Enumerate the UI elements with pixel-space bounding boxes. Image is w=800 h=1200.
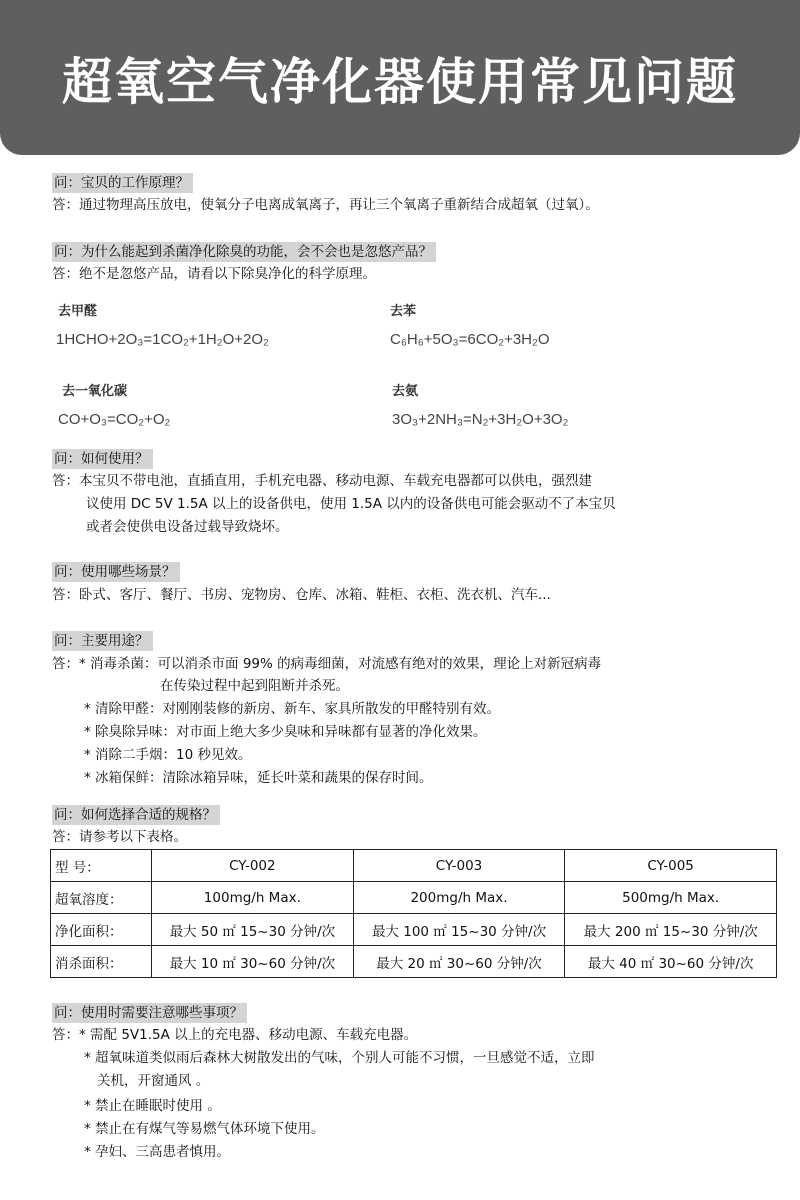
- formula-title-carbon-monoxide: 去一氧化碳: [62, 384, 128, 399]
- title-banner: [0, 0, 800, 155]
- table-cell: 型 号：: [51, 850, 152, 882]
- formula-ammonia: 3O₃+2NH₃=N₂+3H₂O+3O₂: [392, 411, 569, 428]
- precaution-bullet-sleep: * 禁止在睡眠时使用 。: [84, 1098, 221, 1114]
- table-cell: 100mg/h Max.: [152, 882, 354, 914]
- precaution-bullet-gas: * 禁止在有煤气等易燃气体环境下使用。: [84, 1121, 325, 1137]
- table-cell: 最大 200 ㎡ 15~30 分钟/次: [565, 914, 777, 946]
- answer-sterilization: 答：绝不是忽悠产品，请看以下除臭净化的科学原理。: [52, 266, 376, 282]
- table-cell: 500mg/h Max.: [565, 882, 777, 914]
- precaution-bullet-smell: * 超氧味道类似雨后森林大树散发出的气味，个别人可能不习惯，一旦感觉不适，立即: [84, 1050, 595, 1066]
- precaution-bullet-smell-cont: 关机，开窗通风 。: [97, 1073, 210, 1089]
- table-cell: 200mg/h Max.: [353, 882, 565, 914]
- table-cell: 最大 40 ㎡ 30~60 分钟/次: [565, 946, 777, 978]
- table-cell: 消杀面积：: [51, 946, 152, 978]
- page-title: 超氧空气净化器使用常见问题: [62, 53, 738, 111]
- table-cell: CY-005: [565, 850, 777, 882]
- answer-scenarios: 答：卧式、客厅、餐厅、书房、宠物房、仓库、冰箱、鞋柜、衣柜、洗衣机、汽车...: [52, 587, 551, 603]
- answer-main-uses-line2: 在传染过程中起到阻断并杀死。: [160, 678, 349, 694]
- table-cell: 净化面积：: [51, 914, 152, 946]
- use-bullet-smoke: * 消除二手烟：10 秒见效。: [84, 747, 252, 763]
- table-cell: 最大 20 ㎡ 30~60 分钟/次: [353, 946, 565, 978]
- answer-working-principle: 答：通过物理高压放电，使氧分子电离成氧离子，再让三个氧离子重新结合成超氧（过氧）。: [52, 197, 599, 213]
- question-scenarios: 问：使用哪些场景？: [52, 562, 180, 582]
- answer-main-uses-line1: 答：* 消毒杀菌：可以消杀市面 99% 的病毒细菌，对流感有绝对的效果，理论上对新冠病毒: [52, 656, 602, 672]
- question-precautions: 问：使用时需要注意哪些事项？: [52, 1003, 247, 1023]
- formula-title-ammonia: 去氨: [392, 384, 419, 399]
- answer-how-to-use-line2: 议使用 DC 5V 1.5A 以上的设备供电，使用 1.5A 以内的设备供电可能会驱动不了本宝贝: [86, 496, 616, 512]
- table-cell: CY-003: [353, 850, 565, 882]
- question-how-to-use: 问：如何使用？: [52, 449, 153, 469]
- table-cell: 最大 50 ㎡ 15~30 分钟/次: [152, 914, 354, 946]
- table-row: [51, 882, 777, 914]
- precaution-bullet-pregnant: * 孕妇、三高患者慎用。: [84, 1144, 231, 1160]
- table-row: [51, 914, 777, 946]
- use-bullet-formaldehyde: * 清除甲醛：对刚刚装修的新房、新车、家具所散发的甲醛特别有效。: [84, 701, 501, 717]
- answer-how-to-use-line3: 或者会使供电设备过载导致烧坏。: [86, 519, 289, 535]
- table-cell: 最大 100 ㎡ 15~30 分钟/次: [353, 914, 565, 946]
- formula-title-formaldehyde: 去甲醛: [58, 304, 98, 319]
- use-bullet-odor: * 除臭除异味：对市面上绝大多少臭味和异味都有显著的净化效果。: [84, 724, 487, 740]
- answer-precautions-line1: 答：* 需配 5V1.5A 以上的充电器、移动电源、车载充电器。: [52, 1027, 418, 1043]
- formula-benzene: C₆H₆+5O₃=6CO₂+3H₂O: [390, 331, 550, 348]
- answer-how-to-use-line1: 答：本宝贝不带电池，直插直用，手机充电器、移动电源、车载充电器都可以供电，强烈建: [52, 473, 592, 489]
- use-bullet-fridge: * 冰箱保鲜：清除冰箱异味，延长叶菜和蔬果的保存时间。: [84, 770, 433, 786]
- answer-spec-selection: 答：请参考以下表格。: [52, 829, 187, 845]
- question-spec-selection: 问：如何选择合适的规格？: [52, 805, 220, 825]
- formula-title-benzene: 去苯: [390, 304, 417, 319]
- table-row: [51, 946, 777, 978]
- question-sterilization: 问：为什么能起到杀菌净化除臭的功能，会不会也是忽悠产品？: [52, 242, 436, 262]
- question-main-uses: 问：主要用途？: [52, 631, 153, 651]
- table-row: [51, 850, 777, 882]
- table-cell: 超氧溶度：: [51, 882, 152, 914]
- spec-table: [50, 849, 777, 978]
- formula-formaldehyde: 1HCHO+2O₃=1CO₂+1H₂O+2O₂: [56, 331, 269, 348]
- formula-carbon-monoxide: CO+O₃=CO₂+O₂: [58, 411, 171, 428]
- table-cell: CY-002: [152, 850, 354, 882]
- question-working-principle: 问：宝贝的工作原理？: [52, 173, 193, 193]
- table-cell: 最大 10 ㎡ 30~60 分钟/次: [152, 946, 354, 978]
